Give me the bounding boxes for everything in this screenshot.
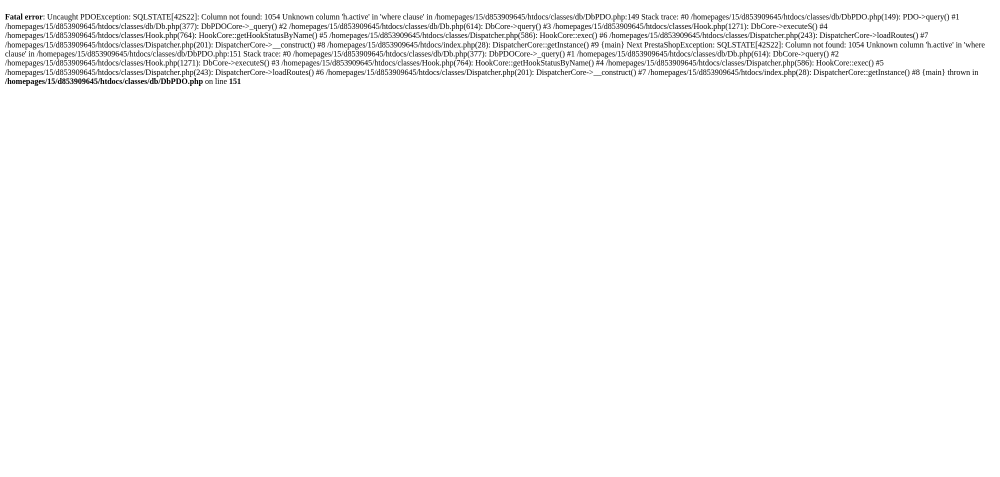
- fatal-error-message: [0, 0, 1000, 87]
- error-text-bold-segment: /homepages/15/d853909645/htdocs/classes/db/DbPDO.php: [5, 77, 204, 87]
- error-text-segment: on line: [203, 77, 230, 87]
- error-text-bold-segment: Fatal error: [5, 13, 43, 22]
- error-text-segment: : Uncaught PDOException: SQLSTATE[42S22]: Column not found: 1054 Unknown column 'h.active' in 'where clause' in /homepages/15/d853909645/htdocs/classes/db/DbPDO.php:149 Stack trace: #0 /homepages/15/d853909645/htdocs/classes/db/DbPDO.php(149): PDO->query() #1 /homepages/15/d853909645/htdocs/classes/db/Db.php(377): DbPDOCore->_query() #2 /homepages/15/d853909645/htdocs/classes/db/Db.php(614): DbCore->query() #3 /homepages/15/d853909645/htdocs/classes/Hook.php(1271): DbCore->executeS() #4 /homepages/15/d853909645/htdocs/classes/Hook.php(764): HookCore::getHookStatusByName() #5 /homepages/15/d853909645/htdocs/classes/Dispatcher.php(586): HookCore::exec() #6 /homepages/15/d853909645/htdocs/classes/Dispatcher.php(243): DispatcherCore->loadRoutes() #7 /homepages/15/d853909645/htdocs/classes/Dispatcher.php(201): DispatcherCore->__construct() #8 /homepages/15/d853909645/htdocs/index.php(28): DispatcherCore::getInstance() #9 {main} Next PrestaShopException: SQLSTATE[42S22]: Column not found: 1054 Unknown column 'h.active' in 'where clause' in /homepages/15/d853909645/htdocs/classes/db/DbPDO.php:151 Stack trace: #0 /homepages/15/d853909645/htdocs/classes/db/Db.php(377): DbPDOCore->_query() #1 /homepages/15/d853909645/htdocs/classes/db/Db.php(614): DbCore->query() #2 /homepages/15/d853909645/htdocs/classes/Hook.php(1271): DbCore->executeS() #3 /homepages/15/d853909645/htdocs/classes/Hook.php(764): HookCore::getHookStatusByName() #4 /homepages/15/d853909645/htdocs/classes/Dispatcher.php(586): HookCore::exec() #5 /homepages/15/d853909645/htdocs/classes/Dispatcher.php(243): DispatcherCore->loadRoutes() #6 /homepages/15/d853909645/htdocs/classes/Dispatcher.php(201): DispatcherCore->__construct() #7 /homepages/15/d853909645/htdocs/index.php(28): DispatcherCore::getInstance() #8 {main} thrown in: [5, 13, 985, 77]
- error-message-text: [5, 13, 985, 86]
- error-text-bold-segment: 151: [229, 77, 242, 87]
- page-content: [0, 0, 1000, 87]
